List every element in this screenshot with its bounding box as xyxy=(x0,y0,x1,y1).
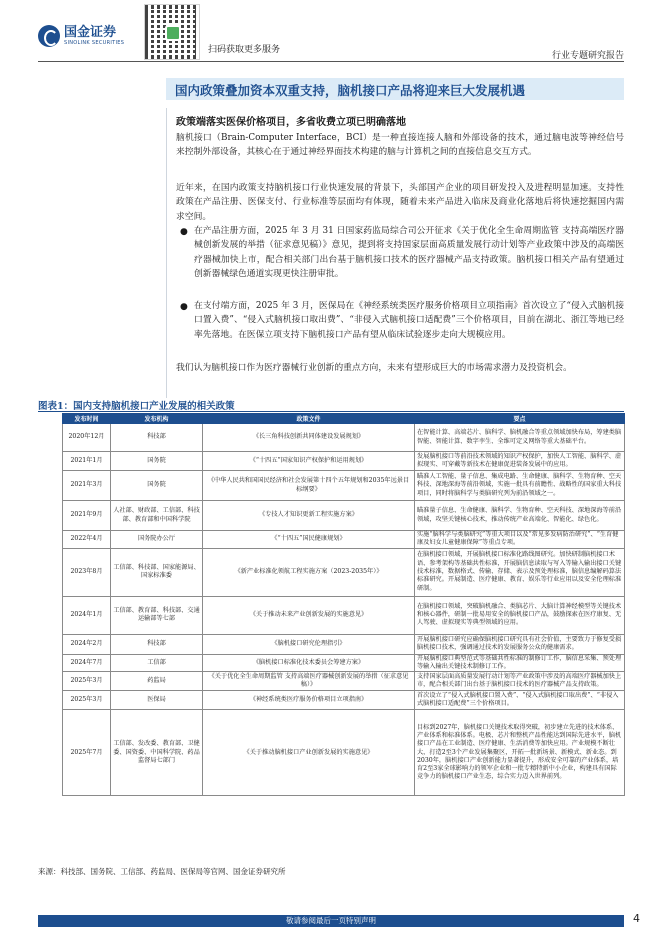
table-row xyxy=(63,471,625,501)
cell-doc: 《“十四五”国民健康规划》 xyxy=(203,531,415,549)
table-row xyxy=(63,424,625,452)
table-row xyxy=(63,452,625,471)
table-row xyxy=(63,501,625,531)
cell-date: 2021年9月 xyxy=(63,501,111,531)
table-row xyxy=(63,548,625,596)
cell-date: 2021年1月 xyxy=(63,452,111,471)
cell-doc: 《神经系统类医疗服务价格项目立项指南》 xyxy=(203,691,415,710)
cell-org: 国务院 xyxy=(111,452,203,471)
bullet-payment: 在支付端方面，2025 年 3 月，医保局在《神经系统类医疗服务价格项目立项指南》首次设立了“侵入式脑机接口置入费”、“侵入式脑机接口取出费”、“非侵入式脑机接口适配费”三个价格项目，目前在湖北、浙江等地已经率先落地。在医保立项支持下脑机接口产品有望从临床试验逐步走向大规模应用。 xyxy=(194,301,624,340)
cell-point: 支持国家层面高质量发展行动计划等产业政策中涉及的高端医疗器械加快上市，配合相关部门出台基于脑机接口技术的医疗器械产品支持政策。 xyxy=(415,672,625,691)
table-body xyxy=(63,424,625,796)
cell-point: 在脑机接口领域，突破脑机融合、类脑芯片、大脑计算神经模型等关键技术和核心器件，研制一批易用安全的脑机接口产品，鼓励探索在医疗康复、无人驾驶、虚拟现实等典型领域的应用。 xyxy=(415,596,625,634)
left-rule xyxy=(166,108,167,398)
page-header xyxy=(0,0,662,60)
cell-date: 2025年7月 xyxy=(63,710,111,796)
cell-org: 医保局 xyxy=(111,691,203,710)
caption-underline xyxy=(38,411,624,412)
paragraph-policy-background: 近年来，在国内政策支持脑机接口行业快速发展的背景下，头部国产企业的项目研发投入及进程明显加速。支持性政策在产品注册、医保支付、行业标准等层面均有体现，随着未来产品进入临床及商业化落地后将快速挖掘国内需求空间。 xyxy=(176,183,624,222)
cell-date: 2021年3月 xyxy=(63,471,111,501)
brand-name-cn: 国金证券 xyxy=(64,24,117,40)
column-header-point: 要点 xyxy=(415,414,625,424)
cell-point: 首次设立了“侵入式脑机接口置入费”、“侵入式脑机接口取出费”、“非侵入式脑机接口适配费”三个价格项目。 xyxy=(415,691,625,710)
table-row xyxy=(63,654,625,672)
cell-date: 2024年1月 xyxy=(63,596,111,634)
column-header-date: 发布时间 xyxy=(63,414,111,424)
cell-date: 2025年3月 xyxy=(63,691,111,710)
cell-point: 在脑机接口领域，开展脑机接口标准化路线图研究。加快研制脑机接口术语、参考架构等基础共性标准，开展脑信息读取与写入等输入输出接口关键技术标准，数据格式、传输、存储、表示及预处理标准，脑信息编解码算法标准研究。开展制造、医疗健康、教育、娱乐等行业应用以及安全伦理标准研制。 xyxy=(415,548,625,596)
cell-org: 科技部 xyxy=(111,424,203,452)
table-header-row xyxy=(63,414,625,424)
cell-org: 工信部、发改委、教育部、卫健委、国资委、中国科学院、药品监督局七部门 xyxy=(111,710,203,796)
cell-date: 2024年2月 xyxy=(63,634,111,654)
page-number: 4 xyxy=(633,912,640,925)
cell-doc: 《脑机接口研究伦理指引》 xyxy=(203,634,415,654)
paragraph-conclusion: 我们认为脑机接口作为医疗器械行业创新的重点方向，未来有望形成巨大的市场需求潜力及投资机会。 xyxy=(176,363,572,373)
cell-doc: 《中华人民共和国国民经济和社会发展第十四个五年规划和2035年远景目标纲要》 xyxy=(203,471,415,501)
paragraph-bci-definition: 脑机接口（Brain-Computer Interface，BCI）是一种直接连接人脑和外部设备的技术，通过脑电波等神经信号来控制外部设备，其核心在于通过神经界面技术构建的脑与计算机之间的直接信息交互方式。 xyxy=(176,133,624,158)
cell-point: 目标到2027年，脑机接口关键技术取得突破，初步建立先进的技术体系、产业体系和标准体系。电极、芯片和整机产品性能达到国际先进水平，脑机接口产品在工业制造、医疗健康、生活消费等加快应用。产业规模不断壮大，打造2至3个产业发展集聚区，开拓一批新场景、新模式、新业态。到2030年，脑机接口产业创新能力显著提升，形成安全可靠的产业体系，培育2至3家全球影响力的领军企业和一批专精特新中小企业，构建具有国际竞争力的脑机接口产业生态，综合实力迈入世界前列。 xyxy=(415,710,625,796)
brand-logo xyxy=(38,25,124,47)
cell-date: 2020年12月 xyxy=(63,424,111,452)
cell-point: 发展脑机接口等前沿技术领域的知识产权保护，加快人工智能、脑科学、虚拟现实、可穿戴等新技术在健康促进装备发展中的应用。 xyxy=(415,452,625,471)
scan-prompt: 扫码获取更多服务 xyxy=(208,45,281,55)
sinolink-logo-icon xyxy=(38,25,60,47)
source-note: 来源：科技部、国务院、工信部、药监局、医保局等官网、国金证券研究所 xyxy=(38,867,286,876)
cell-org: 科技部 xyxy=(111,634,203,654)
cell-point: 瞄准量子信息、生命健康、脑科学、生物育种、空天科技、深地深海等前沿领域，攻坚关键核心技术，推动传统产业高端化、智能化、绿色化。 xyxy=(415,501,625,531)
cell-org: 工信部 xyxy=(111,654,203,672)
cell-org: 药监局 xyxy=(111,672,203,691)
table-row xyxy=(63,531,625,549)
table-row xyxy=(63,634,625,654)
table-row xyxy=(63,710,625,796)
section-title: 国内政策叠加资本双重支持，脑机接口产品将迎来巨大发展机遇 xyxy=(175,83,526,98)
cell-date: 2025年3月 xyxy=(63,672,111,691)
header-divider xyxy=(38,61,624,62)
footer-disclaimer[interactable]: 敬请参阅最后一页特别声明 xyxy=(286,916,376,925)
table-row xyxy=(63,691,625,710)
column-header-doc: 政策文件 xyxy=(203,414,415,424)
bullet-icon: ● xyxy=(180,302,188,312)
cell-date: 2022年4月 xyxy=(63,531,111,549)
report-type-label: 行业专题研究报告 xyxy=(551,51,624,61)
policy-table xyxy=(62,413,625,796)
cell-doc: 《关于推动脑机接口产业创新发展的实施意见》 xyxy=(203,710,415,796)
cell-doc: 《长三角科技创新共同体建设发展规划》 xyxy=(203,424,415,452)
cell-doc: 《新产业标准化领航工程实施方案（2023-2035年）》 xyxy=(203,548,415,596)
cell-doc: 《关于推动未来产业创新发展的实施意见》 xyxy=(203,596,415,634)
cell-point: 开展脑机接口研究应确保脑机接口研究具有社会价值，主要致力于修复受损脑机接口技术，强调通过技术的发展服务公众的健康需求。 xyxy=(415,634,625,654)
brand-name-en: SINOLINK SECURITIES xyxy=(64,39,125,46)
qr-code-icon[interactable] xyxy=(144,4,200,60)
cell-org: 工信部、教育部、科技部、交通运输部等七部 xyxy=(111,596,203,634)
section-subtitle: 政策端落实医保价格项目，多省收费立项已明确落地 xyxy=(176,117,406,128)
table-row xyxy=(63,672,625,691)
cell-org: 工信部、科技部、国家能源局、国家标准委 xyxy=(111,548,203,596)
cell-point: 瞄准人工智能、量子信息、集成电路、生命健康、脑科学、生物育种、空天科技、深地深海等前沿领域，实施一批具有前瞻性、战略性的国家重大科技项目，同时将脑科学与类脑研究列为前沿领域之一。 xyxy=(415,471,625,501)
cell-org: 国务院办公厅 xyxy=(111,531,203,549)
cell-point: 实施“脑科学与类脑研究”等重大项目以及“常见多发病防治研究”、“生育健康及妇女儿童健康保障”等重点专项。 xyxy=(415,531,625,549)
table-row xyxy=(63,596,625,634)
column-header-org: 发布机构 xyxy=(111,414,203,424)
cell-doc: 《专技人才知识更新工程实施方案》 xyxy=(203,501,415,531)
bullet-icon: ● xyxy=(180,227,188,237)
cell-point: 在智能计算、高端芯片、脑科学、脑机融合等重点领域加快布局，筹建类脑智能、智能计算、数字孪生、全维可定义网络等重大基础平台。 xyxy=(415,424,625,452)
cell-date: 2023年8月 xyxy=(63,548,111,596)
table-caption: 图表1：国内支持脑机接口产业发展的相关政策 xyxy=(38,401,235,412)
cell-doc: 《“十四五”国家知识产权保护和运用规划》 xyxy=(203,452,415,471)
cell-doc: 《关于优化全生命周期监管 支持高端医疗器械创新发展的举措（征求意见稿）》 xyxy=(203,672,415,691)
cell-date: 2024年7月 xyxy=(63,654,111,672)
cell-org: 人社部、财政部、工信部、科技部、教育部和中国科学院 xyxy=(111,501,203,531)
cell-doc: 《脑机接口标准化技术委员会筹建方案》 xyxy=(203,654,415,672)
cell-org: 国务院 xyxy=(111,471,203,501)
bullet-product-registration: 在产品注册方面，2025 年 3 月 31 日国家药监局综合司公开征求《关于优化全生命周期监管 支持高端医疗器械创新发展的举措（征求意见稿）》意见，提到将支持国家层面高质量发展行动计划等产业政策中涉及的高端医疗器械加快上市，配合相关部门出台基于脑机接口技术的医疗器械产品支持政策。脑机接口相关产品有望通过创新器械绿色通道实现更快注册审批。 xyxy=(194,226,624,279)
cell-point: 开展脑机接口典型范式等基础共性标准的制修订工作，脑信息采集、预处理等输入输出关键技术制修订工作。 xyxy=(415,654,625,672)
